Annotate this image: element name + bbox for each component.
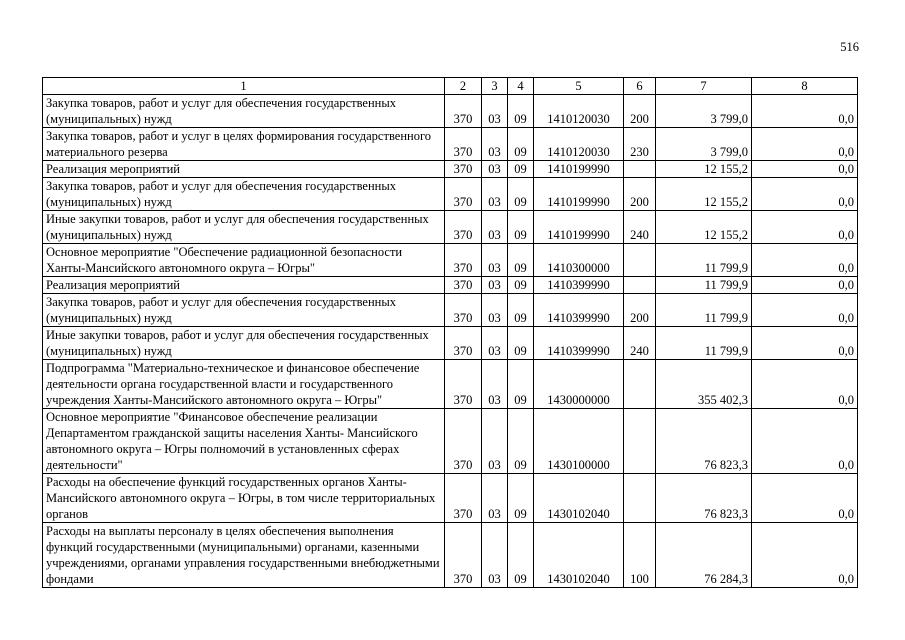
item-name: Реализация мероприятий: [43, 161, 445, 178]
amount-value: 3 799,0: [656, 128, 752, 161]
subsection-code: 09: [508, 294, 534, 327]
section-code: 03: [482, 409, 508, 474]
table-row: [43, 360, 858, 409]
item-name: Закупка товаров, работ и услуг для обеспечения государственных (муниципальных) нужд: [43, 95, 445, 128]
section-code: 03: [482, 95, 508, 128]
amount-value-2: 0,0: [752, 474, 858, 523]
ministry-code: 370: [445, 178, 482, 211]
ministry-code: 370: [445, 277, 482, 294]
amount-value: 11 799,9: [656, 327, 752, 360]
table-row: [43, 523, 858, 588]
table-row: [43, 294, 858, 327]
item-name: Подпрограмма "Материально-техническое и финансовое обеспечение деятельности органа государственной власти и государственного учреждения Ханты-Мансийского автономного округа – Югры": [43, 360, 445, 409]
section-code: 03: [482, 360, 508, 409]
header-cell: 8: [752, 78, 858, 95]
section-code: 03: [482, 277, 508, 294]
amount-value: 11 799,9: [656, 294, 752, 327]
target-article-code: 1430102040: [534, 523, 624, 588]
budget-table: [42, 77, 858, 588]
ministry-code: 370: [445, 128, 482, 161]
subsection-code: 09: [508, 128, 534, 161]
item-name: Расходы на обеспечение функций государственных органов Ханты-Мансийского автономного округа – Югры, в том числе территориальных органов: [43, 474, 445, 523]
table-row: [43, 244, 858, 277]
expense-type-code: [624, 474, 656, 523]
amount-value-2: 0,0: [752, 360, 858, 409]
subsection-code: 09: [508, 277, 534, 294]
amount-value: 355 402,3: [656, 360, 752, 409]
item-name: Закупка товаров, работ и услуг для обеспечения государственных (муниципальных) нужд: [43, 294, 445, 327]
amount-value: 76 823,3: [656, 474, 752, 523]
section-code: 03: [482, 294, 508, 327]
amount-value-2: 0,0: [752, 409, 858, 474]
item-name: Закупка товаров, работ и услуг для обеспечения государственных (муниципальных) нужд: [43, 178, 445, 211]
amount-value: 12 155,2: [656, 211, 752, 244]
header-cell: 4: [508, 78, 534, 95]
table-row: [43, 161, 858, 178]
amount-value: 3 799,0: [656, 95, 752, 128]
ministry-code: 370: [445, 95, 482, 128]
item-name: Закупка товаров, работ и услуг в целях формирования государственного материального резерва: [43, 128, 445, 161]
section-code: 03: [482, 474, 508, 523]
subsection-code: 09: [508, 360, 534, 409]
table-row: [43, 327, 858, 360]
amount-value: 76 284,3: [656, 523, 752, 588]
target-article-code: 1410199990: [534, 211, 624, 244]
section-code: 03: [482, 161, 508, 178]
ministry-code: 370: [445, 294, 482, 327]
table-row: [43, 211, 858, 244]
amount-value: 12 155,2: [656, 178, 752, 211]
target-article-code: 1430100000: [534, 409, 624, 474]
section-code: 03: [482, 244, 508, 277]
table-row: [43, 474, 858, 523]
target-article-code: 1410300000: [534, 244, 624, 277]
subsection-code: 09: [508, 474, 534, 523]
section-code: 03: [482, 327, 508, 360]
amount-value-2: 0,0: [752, 128, 858, 161]
subsection-code: 09: [508, 178, 534, 211]
target-article-code: 1410199990: [534, 161, 624, 178]
subsection-code: 09: [508, 95, 534, 128]
expense-type-code: [624, 360, 656, 409]
table-row: [43, 277, 858, 294]
amount-value-2: 0,0: [752, 95, 858, 128]
ministry-code: 370: [445, 523, 482, 588]
table-row: [43, 128, 858, 161]
item-name: Иные закупки товаров, работ и услуг для обеспечения государственных (муниципальных) нужд: [43, 327, 445, 360]
amount-value-2: 0,0: [752, 178, 858, 211]
header-cell: 1: [43, 78, 445, 95]
target-article-code: 1410399990: [534, 327, 624, 360]
expense-type-code: [624, 277, 656, 294]
table-row: [43, 409, 858, 474]
amount-value-2: 0,0: [752, 161, 858, 178]
header-cell: 3: [482, 78, 508, 95]
ministry-code: 370: [445, 211, 482, 244]
ministry-code: 370: [445, 360, 482, 409]
expense-type-code: 200: [624, 178, 656, 211]
subsection-code: 09: [508, 327, 534, 360]
amount-value-2: 0,0: [752, 523, 858, 588]
amount-value: 12 155,2: [656, 161, 752, 178]
expense-type-code: 200: [624, 294, 656, 327]
section-code: 03: [482, 523, 508, 588]
expense-type-code: 240: [624, 327, 656, 360]
header-cell: 7: [656, 78, 752, 95]
amount-value-2: 0,0: [752, 211, 858, 244]
target-article-code: 1410399990: [534, 277, 624, 294]
ministry-code: 370: [445, 327, 482, 360]
item-name: Реализация мероприятий: [43, 277, 445, 294]
subsection-code: 09: [508, 523, 534, 588]
amount-value-2: 0,0: [752, 327, 858, 360]
item-name: Основное мероприятие "Обеспечение радиационной безопасности Ханты-Мансийского автономного округа – Югры": [43, 244, 445, 277]
table-row: [43, 95, 858, 128]
target-article-code: 1430102040: [534, 474, 624, 523]
item-name: Иные закупки товаров, работ и услуг для обеспечения государственных (муниципальных) нужд: [43, 211, 445, 244]
target-article-code: 1410399990: [534, 294, 624, 327]
table-header-row: [43, 78, 858, 95]
header-cell: 6: [624, 78, 656, 95]
amount-value: 11 799,9: [656, 277, 752, 294]
target-article-code: 1430000000: [534, 360, 624, 409]
target-article-code: 1410199990: [534, 178, 624, 211]
section-code: 03: [482, 211, 508, 244]
expense-type-code: 230: [624, 128, 656, 161]
ministry-code: 370: [445, 474, 482, 523]
section-code: 03: [482, 178, 508, 211]
amount-value: 11 799,9: [656, 244, 752, 277]
expense-type-code: 200: [624, 95, 656, 128]
section-code: 03: [482, 128, 508, 161]
amount-value-2: 0,0: [752, 294, 858, 327]
page-number: 516: [840, 40, 859, 54]
expense-type-code: 240: [624, 211, 656, 244]
expense-type-code: 100: [624, 523, 656, 588]
ministry-code: 370: [445, 161, 482, 178]
header-cell: 5: [534, 78, 624, 95]
expense-type-code: [624, 244, 656, 277]
subsection-code: 09: [508, 244, 534, 277]
header-cell: 2: [445, 78, 482, 95]
ministry-code: 370: [445, 244, 482, 277]
item-name: Основное мероприятие "Финансовое обеспечение реализации Департаментом гражданской защиты населения Ханты- Мансийского автономного округа – Югры полномочий в установленных сферах деятельности": [43, 409, 445, 474]
target-article-code: 1410120030: [534, 95, 624, 128]
subsection-code: 09: [508, 409, 534, 474]
subsection-code: 09: [508, 161, 534, 178]
amount-value-2: 0,0: [752, 244, 858, 277]
expense-type-code: [624, 161, 656, 178]
item-name: Расходы на выплаты персоналу в целях обеспечения выполнения функций государственными (муниципальными) органами, казенными учреждениями, органами управления государственными внебюджетными фондами: [43, 523, 445, 588]
expense-type-code: [624, 409, 656, 474]
amount-value-2: 0,0: [752, 277, 858, 294]
subsection-code: 09: [508, 211, 534, 244]
target-article-code: 1410120030: [534, 128, 624, 161]
table-row: [43, 178, 858, 211]
ministry-code: 370: [445, 409, 482, 474]
amount-value: 76 823,3: [656, 409, 752, 474]
